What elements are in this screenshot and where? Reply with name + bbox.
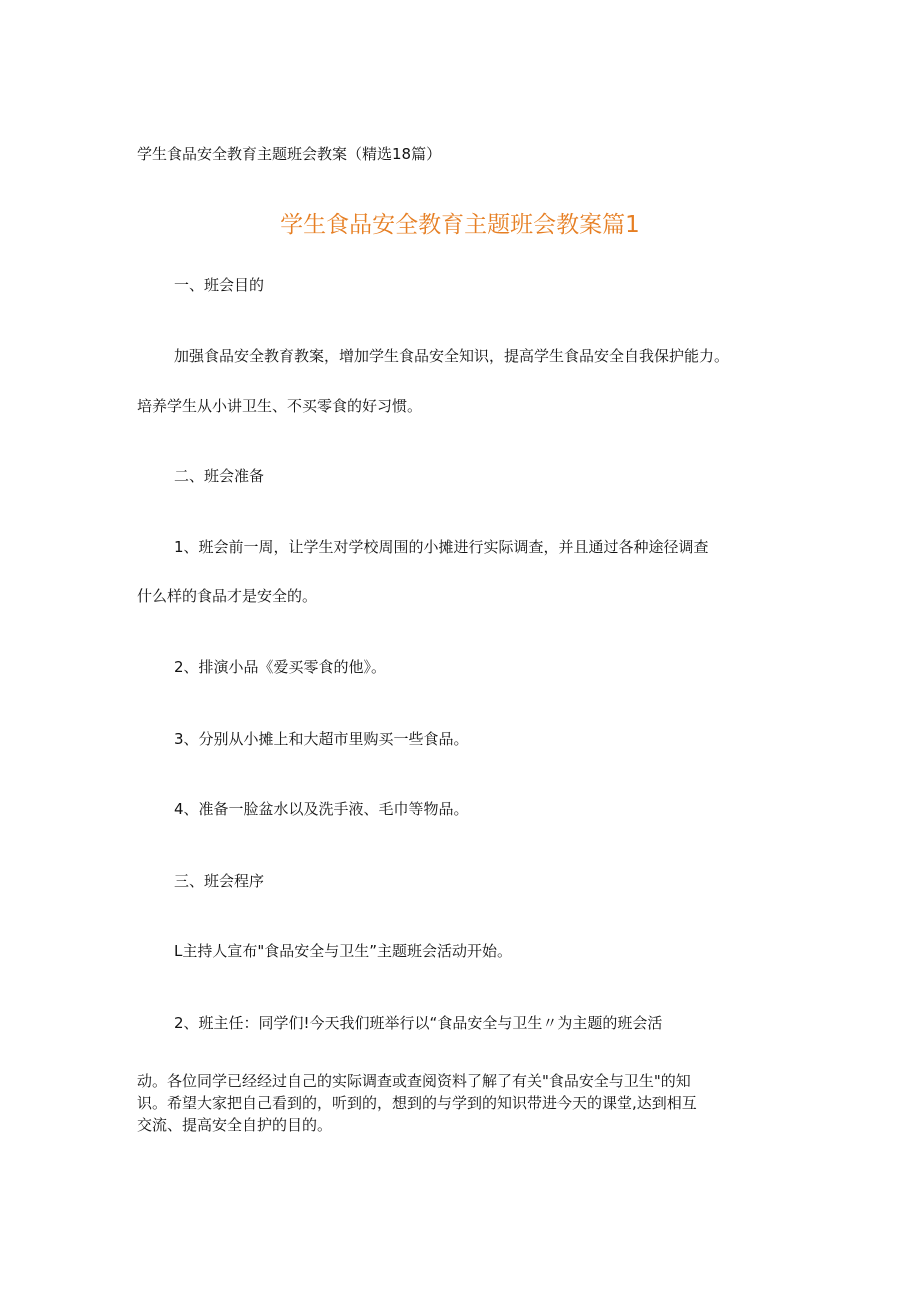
list-item: 4、准备一脸盆水以及洗手液、毛巾等物品。 — [174, 800, 469, 818]
paragraph-line: 动。各位同学已经经过自己的实际调查或查阅资料了解了有关"食品安全与卫生"的知 — [137, 1072, 691, 1090]
list-item: 2、排演小品《爱买零食的他》。 — [174, 658, 387, 676]
paragraph-line: 培养学生从小讲卫生、不买零食的好习惯。 — [137, 397, 423, 415]
paragraph-line: 识。希望大家把自己看到的，听到的，想到的与学到的知识带进今天的课堂,达到相互 — [137, 1094, 697, 1112]
section-title-purpose: 一、班会目的 — [174, 276, 265, 294]
procedure-step: L主持人宣布"食品安全与卫生”主题班会活动开始。 — [174, 942, 513, 960]
section-title-procedure: 三、班会程序 — [174, 872, 265, 890]
section-title-preparation: 二、班会准备 — [174, 467, 265, 485]
document-title: 学生食品安全教育主题班会教案（精选18篇） — [137, 145, 442, 163]
list-item: 3、分别从小摊上和大超市里购买一些食品。 — [174, 730, 469, 748]
list-item-continuation: 什么样的食品才是安全的。 — [137, 587, 318, 605]
paragraph — [137, 1070, 797, 1136]
list-item: 1、班会前一周，让学生对学校周围的小摊进行实际调查，并且通过各种途径调查 — [174, 538, 709, 556]
paragraph-line: 加强食品安全教育教案，增加学生食品安全知识，提高学生食品安全自我保护能力。 — [174, 347, 730, 365]
paragraph-line: 交流、提高安全自护的目的。 — [137, 1116, 333, 1134]
section-heading: 学生食品安全教育主题班会教案篇1 — [280, 212, 640, 238]
procedure-step: 2、班主任：同学们!今天我们班举行以“食品安全与卫生〃为主题的班会活 — [174, 1014, 663, 1032]
